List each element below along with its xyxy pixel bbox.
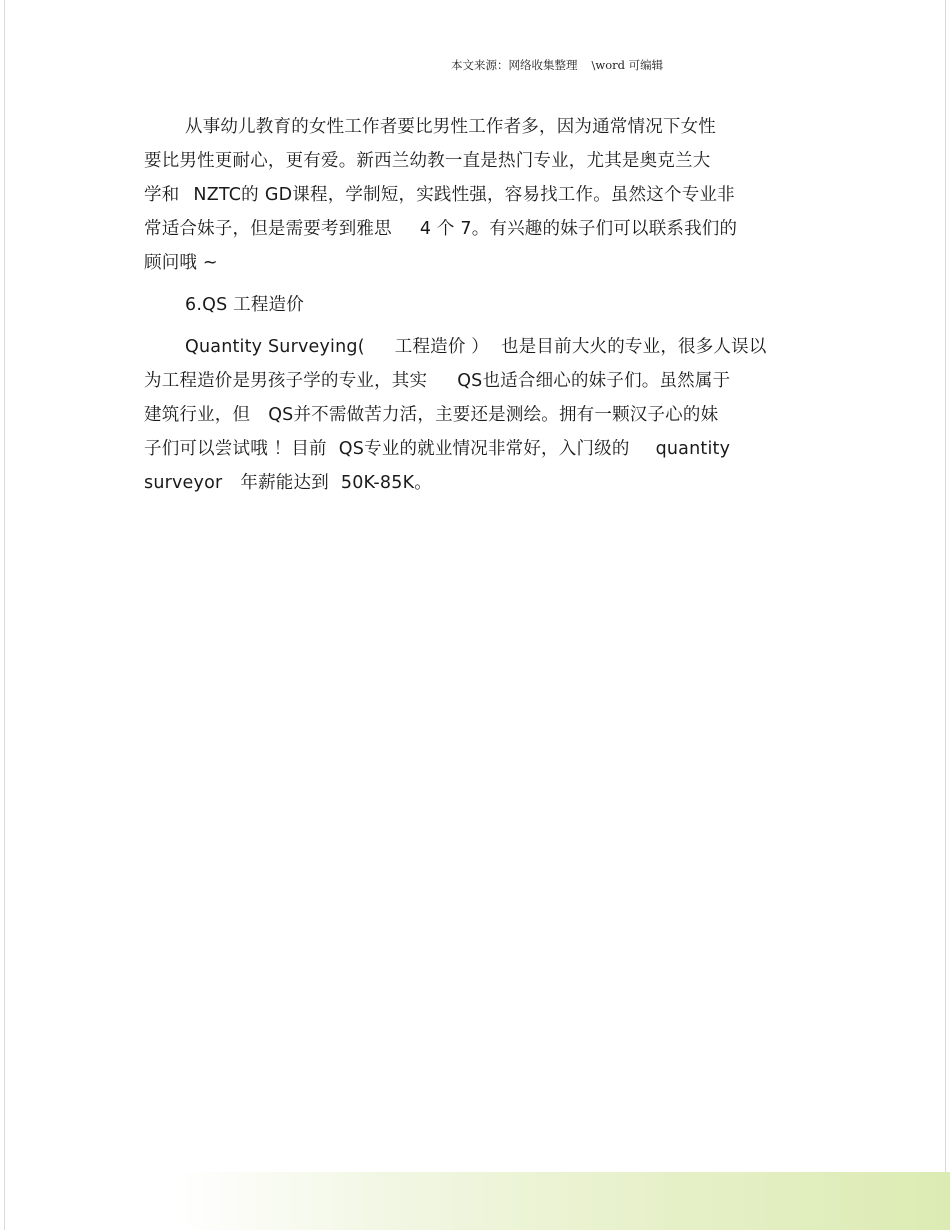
text-run: QS也适合细心的妹子们。虽然属于 — [457, 371, 731, 391]
text-run: 子们可以尝试哦 ！目前 — [144, 439, 327, 459]
text-run: NZTC的 — [193, 185, 259, 205]
text-run: 工程造价 ） — [394, 337, 490, 357]
section-heading: 6.QS 工程造价 — [185, 295, 304, 315]
text-run: 也是目前大火的专业，很多人误以 — [501, 337, 767, 357]
document-body — [144, 110, 789, 500]
text-run: 常适合妹子，但是需要考到雅思 — [144, 219, 392, 239]
text-run: 4 个 7。有兴趣的妹子们可以联系我们的 — [419, 219, 738, 239]
text-run: QS并不需做苦力活，主要还是测绘。拥有一颗汉子心的妹 — [268, 405, 719, 425]
text-run: 学和 — [144, 185, 180, 205]
text-run: surveyor — [144, 473, 223, 493]
paragraph-1-line: 从事幼儿教育的女性工作者要比男性工作者多，因为通常情况下女性 — [185, 117, 716, 137]
text-run: 为工程造价是男孩子学的专业，其实 — [144, 371, 428, 391]
paragraph-2-line — [144, 432, 789, 466]
header-source: 本文来源：网络收集整理 — [451, 58, 578, 72]
paragraph-2-line — [144, 330, 789, 364]
paragraph-2-line — [144, 364, 789, 398]
paragraph-1-line — [144, 178, 789, 212]
document-page — [4, 0, 946, 1230]
paragraph-2-line — [144, 398, 789, 432]
paragraph-1-line: 要比男性更耐心，更有爱。新西兰幼教一直是热门专业，尤其是奥克兰大 — [144, 151, 711, 171]
paragraph-2-line — [144, 466, 789, 500]
paragraph-1-line — [144, 212, 789, 246]
text-run: 50K-85K。 — [340, 473, 432, 493]
text-run: GD课程，学制短，实践性强，容易找工作。虽然这个专业非 — [264, 185, 735, 205]
text-run: Quantity Surveying( — [185, 337, 365, 357]
footer-decoration — [5, 1172, 950, 1230]
page-header — [451, 57, 663, 73]
header-editable: \word 可编辑 — [591, 58, 664, 72]
paragraph-1-line: 顾问哦 ~ — [144, 253, 218, 273]
text-run: quantity — [655, 439, 731, 459]
text-run: QS专业的就业情况非常好，入门级的 — [338, 439, 630, 459]
text-run: 年薪能达到 — [240, 473, 329, 493]
text-run: 建筑行业，但 — [144, 405, 251, 425]
